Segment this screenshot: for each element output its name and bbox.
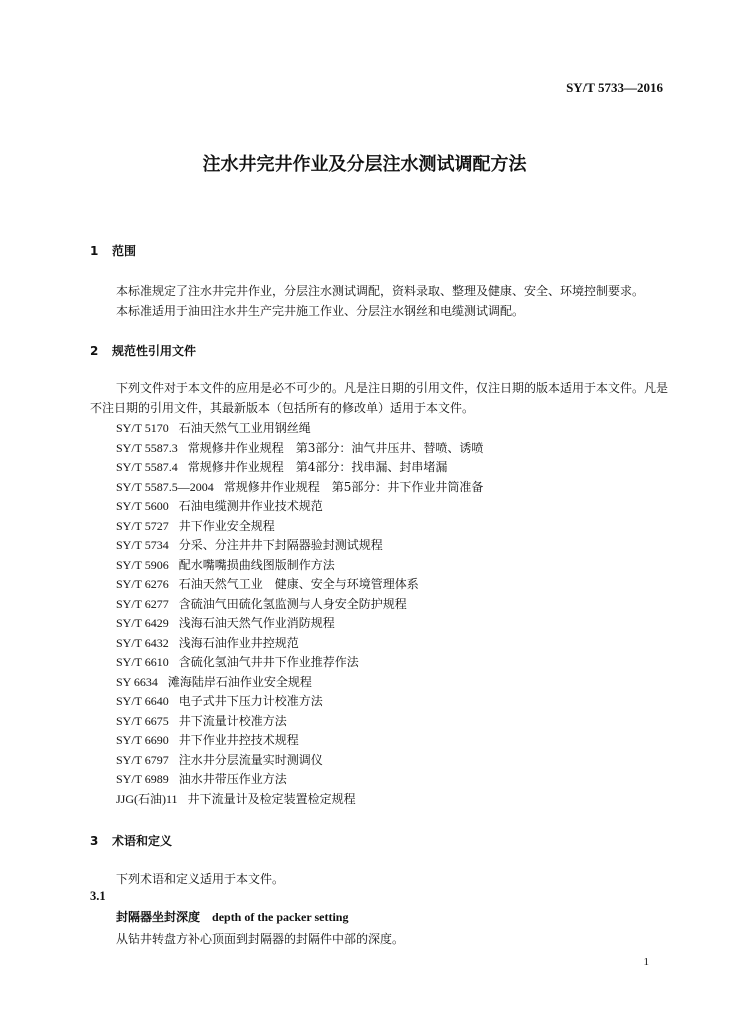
term-english: depth of the packer setting	[212, 910, 349, 924]
section-number: 1	[90, 244, 99, 258]
reference-item	[116, 517, 275, 534]
document-title: 注水井完井作业及分层注水测试调配方法	[202, 154, 527, 175]
section-3-heading	[90, 832, 172, 849]
reference-code: SY/T 5587.5—2004	[116, 479, 214, 494]
section-number: 3	[90, 834, 99, 848]
reference-item	[116, 419, 311, 436]
reference-title: 常规修井作业规程 第4部分：找串漏、封串堵漏	[187, 460, 448, 474]
reference-item	[116, 751, 323, 768]
page-number: 1	[643, 956, 649, 968]
section-title: 范围	[112, 244, 137, 258]
standard-code: SY/T 5733—2016	[566, 80, 663, 95]
reference-title: 常规修井作业规程 第3部分：油气井压井、替喷、诱喷	[187, 440, 484, 455]
reference-title: 注水井分层流量实时测调仪	[178, 752, 323, 767]
reference-code: SY/T 5906	[116, 557, 169, 572]
scope-line-1: 本标准规定了注水井完井作业，分层注水测试调配，资料录取、整理及健康、安全、环境控制要求。	[116, 284, 645, 298]
reference-item	[116, 536, 383, 553]
reference-code: SY/T 6429	[116, 616, 169, 630]
reference-code: SY/T 6276	[116, 577, 169, 591]
reference-item	[116, 790, 356, 807]
reference-item	[116, 575, 419, 592]
reference-item	[116, 497, 323, 514]
section-1-heading	[90, 242, 136, 259]
reference-code: JJG(石油)11	[116, 791, 178, 806]
reference-code: SY/T 5587.4	[116, 460, 178, 474]
reference-item	[116, 634, 299, 651]
reference-code: SY/T 5170	[116, 421, 169, 435]
reference-item	[116, 673, 312, 690]
term-definition: 从钻井转盘方补心顶面到封隔器的封隔件中部的深度。	[116, 932, 405, 946]
reference-title: 油水井带压作业方法	[178, 772, 287, 786]
reference-title: 配水嘴嘴损曲线图版制作方法	[178, 557, 335, 572]
reference-title: 含硫油气田硫化氢监测与人身安全防护规程	[178, 596, 407, 611]
reference-title: 浅海石油作业井控规范	[178, 635, 299, 650]
reference-title: 滩海陆岸石油作业安全规程	[167, 674, 312, 689]
reference-title: 井下作业安全规程	[178, 518, 275, 533]
reference-title: 井下流量计及检定装置检定规程	[187, 791, 356, 806]
reference-title: 分采、分注井井下封隔器验封测试规程	[178, 538, 383, 552]
reference-code: SY/T 5600	[116, 499, 169, 513]
reference-code: SY/T 6432	[116, 635, 169, 650]
reference-title: 石油天然气工业 健康、安全与环境管理体系	[178, 577, 419, 591]
reference-item	[116, 595, 407, 612]
section-title: 术语和定义	[112, 834, 173, 848]
reference-title: 井下作业井控技术规程	[178, 733, 299, 747]
reference-code: SY/T 6640	[116, 694, 169, 708]
terms-intro: 下列术语和定义适用于本文件。	[116, 872, 285, 886]
reference-title: 电子式井下压力计校准方法	[178, 694, 323, 708]
section-title: 规范性引用文件	[112, 344, 197, 358]
reference-item	[116, 478, 483, 495]
reference-code: SY/T 6277	[116, 596, 169, 611]
scope-line-2: 本标准适用于油田注水井生产完井施工作业、分层注水钢丝和电缆测试调配。	[116, 304, 525, 318]
references-intro: 下列文件对于本文件的应用是必不可少的。凡是注日期的引用文件，仅注日期的版本适用于本文件。凡是不注日期的引用文件，其最新版本（包括所有的修改单）适用于本文件。	[90, 381, 669, 415]
reference-title: 浅海石油天然气作业消防规程	[178, 616, 335, 630]
reference-item	[116, 439, 483, 456]
reference-code: SY/T 6690	[116, 733, 169, 747]
section-2-heading	[90, 342, 196, 359]
term-heading	[116, 908, 348, 925]
reference-title: 石油电缆测井作业技术规范	[178, 499, 323, 513]
reference-code: SY/T 6610	[116, 655, 169, 669]
reference-code: SY/T 5727	[116, 518, 169, 533]
reference-item	[116, 458, 447, 475]
reference-code: SY/T 5734	[116, 538, 169, 552]
reference-item	[116, 614, 335, 631]
reference-title: 含硫化氢油气井井下作业推荐作法	[178, 655, 359, 669]
reference-code: SY/T 6797	[116, 752, 169, 767]
section-number: 2	[90, 344, 99, 358]
reference-code: SY/T 6675	[116, 713, 169, 728]
term-chinese: 封隔器坐封深度	[116, 910, 201, 924]
reference-title: 井下流量计校准方法	[178, 713, 287, 728]
reference-title: 石油天然气工业用钢丝绳	[178, 421, 311, 435]
reference-item	[116, 770, 287, 787]
reference-code: SY 6634	[116, 674, 158, 689]
reference-code: SY/T 5587.3	[116, 440, 178, 455]
reference-title: 常规修井作业规程 第5部分：井下作业井筒准备	[223, 479, 484, 494]
term-number: 3.1	[90, 889, 106, 903]
reference-item	[116, 731, 299, 748]
reference-item	[116, 653, 359, 670]
reference-item	[116, 556, 335, 573]
reference-item	[116, 712, 287, 729]
reference-code: SY/T 6989	[116, 772, 169, 786]
reference-item	[116, 692, 323, 709]
